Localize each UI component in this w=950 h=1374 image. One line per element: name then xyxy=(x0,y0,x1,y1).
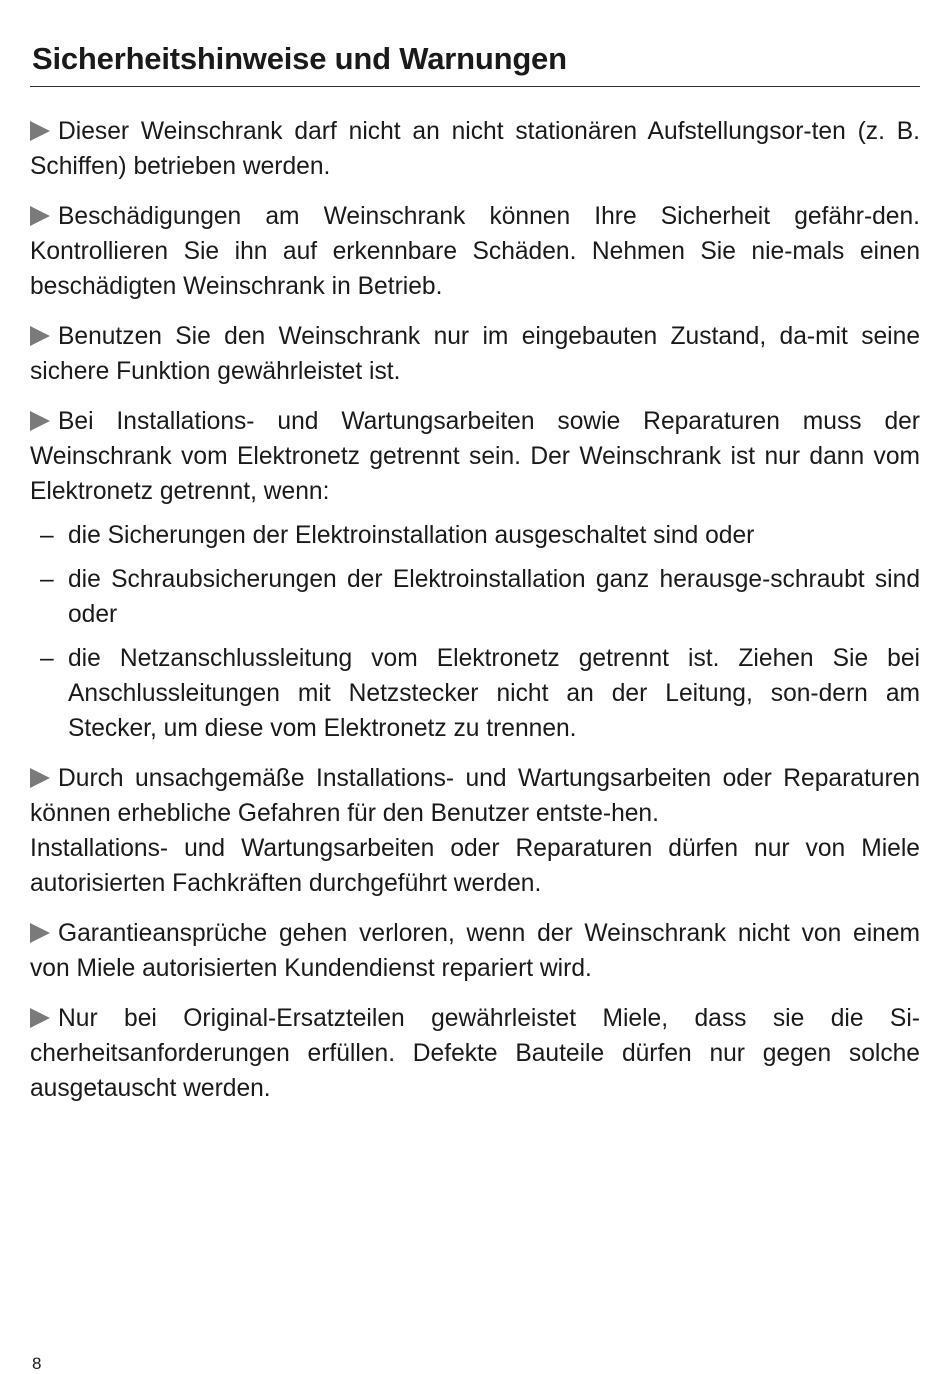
list-item xyxy=(30,518,920,553)
paragraph-text: Beschädigungen am Weinschrank können Ihre Sicherheit gefähr-den. Kontrollieren Sie ihn auf erkennbare Schäden. Nehmen Sie nie-mals einen beschädigten Weinschrank in Betrieb. xyxy=(30,203,920,300)
title-divider xyxy=(30,86,920,87)
safety-content xyxy=(30,114,920,1121)
paragraph-warranty xyxy=(30,916,920,986)
paragraph-disconnect xyxy=(30,404,920,509)
triangle-right-icon xyxy=(30,1008,50,1028)
triangle-right-icon xyxy=(30,206,50,226)
disconnect-conditions-list xyxy=(30,518,920,746)
paragraph-improper-repair xyxy=(30,761,920,831)
list-item xyxy=(30,641,920,746)
paragraph-damage xyxy=(30,199,920,304)
paragraph-text: Durch unsachgemäße Installations- und Wartungsarbeiten oder Reparaturen können erhebliche Gefahren für den Benutzer entste-hen. xyxy=(30,765,920,827)
triangle-right-icon xyxy=(30,326,50,346)
triangle-right-icon xyxy=(30,121,50,141)
paragraph-text: Benutzen Sie den Weinschrank nur im eingebauten Zustand, da-mit seine sichere Funktion gewährleistet ist. xyxy=(30,323,920,385)
list-item-text: die Sicherungen der Elektroinstallation ausgeschaltet sind oder xyxy=(68,522,755,549)
triangle-right-icon xyxy=(30,923,50,943)
paragraph-text: Nur bei Original-Ersatzteilen gewährleistet Miele, dass sie die Si-cherheitsanforderungen erfüllen. Defekte Bauteile dürfen nur gegen solche ausgetauscht werden. xyxy=(30,1005,920,1102)
paragraph-text: Dieser Weinschrank darf nicht an nicht stationären Aufstellungsor-ten (z. B. Schiffen) betrieben werden. xyxy=(30,118,920,180)
list-item-text: die Netzanschlussleitung vom Elektronetz getrennt ist. Ziehen Sie bei Anschlussleitungen mit Netzstecker nicht an der Leitung, son-dern am Stecker, um diese vom Elektronetz zu trennen. xyxy=(68,645,920,742)
paragraph-stationary xyxy=(30,114,920,184)
triangle-right-icon xyxy=(30,411,50,431)
paragraph-built-in xyxy=(30,319,920,389)
page-title: Sicherheitshinweise und Warnungen xyxy=(32,41,567,76)
paragraph-text: Garantieansprüche gehen verloren, wenn der Weinschrank nicht von einem von Miele autorisierten Kundendienst repariert wird. xyxy=(30,920,920,982)
list-item-text: die Schraubsicherungen der Elektroinstallation ganz herausge-schraubt sind oder xyxy=(68,566,920,628)
paragraph-authorized-staff: Installations- und Wartungsarbeiten oder Reparaturen dürfen nur von Miele autorisierten Fachkräften durchgeführt werden. xyxy=(30,835,920,897)
dash-marker: – xyxy=(40,566,54,593)
paragraph-text: Bei Installations- und Wartungsarbeiten sowie Reparaturen muss der Weinschrank vom Elektronetz getrennt sein. Der Weinschrank ist nur dann vom Elektronetz getrennt, wenn: xyxy=(30,408,920,505)
triangle-right-icon xyxy=(30,768,50,788)
list-item xyxy=(30,562,920,632)
dash-marker: – xyxy=(40,645,54,672)
dash-marker: – xyxy=(40,522,54,549)
paragraph-spare-parts xyxy=(30,1001,920,1106)
page-number: 8 xyxy=(32,1354,42,1373)
document-page xyxy=(30,0,920,1374)
